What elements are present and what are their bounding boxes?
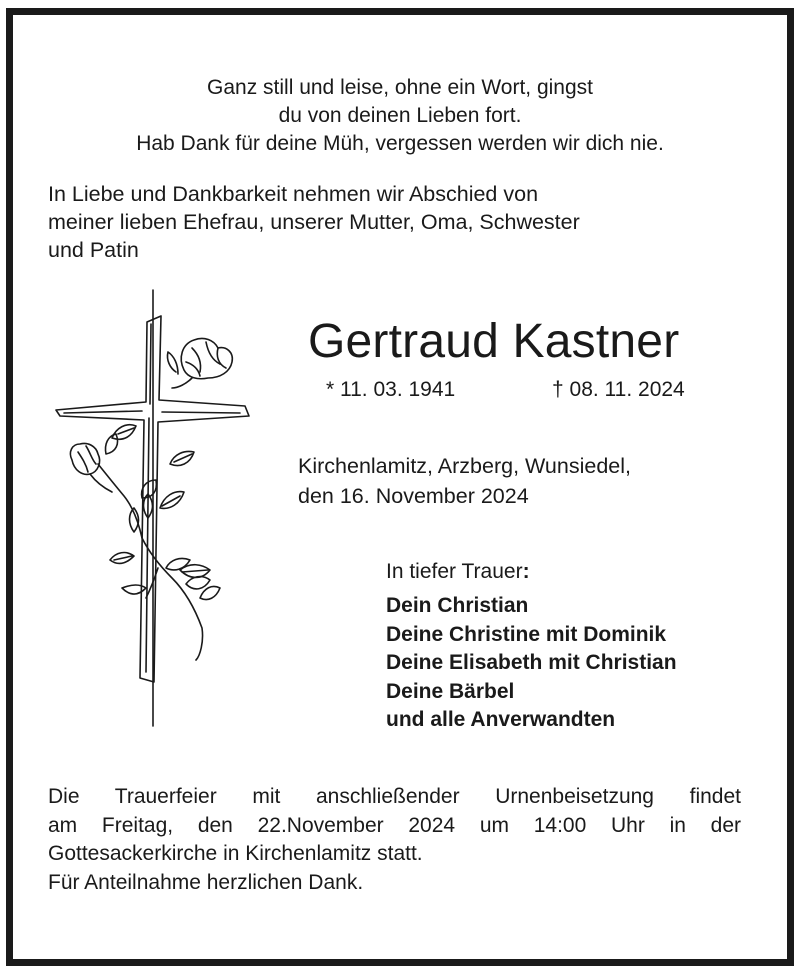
service-line: Gottesackerkirche in Kirchenlamitz statt. [48,842,423,865]
mourner-name: und alle Anverwandten [386,708,616,731]
poem-line: Ganz still und leise, ohne ein Wort, gingst [207,76,593,99]
place-line: Kirchenlamitz, Arzberg, Wunsiedel, [298,454,631,478]
intro-line: In Liebe und Dankbarkeit nehmen wir Abschied von [48,182,539,206]
poem-line: du von deinen Lieben fort. [278,104,522,127]
mourner-name: Deine Elisabeth mit Christian [386,651,677,674]
mourners-heading [386,558,530,586]
poem [0,74,800,158]
intro-line: meiner lieben Ehefrau, unserer Mutter, Oma, Schwester [48,210,580,234]
birth-date: * 11. 03. 1941 [326,378,456,401]
intro-line: und Patin [48,238,139,262]
life-dates [326,376,685,404]
place-and-date [298,451,631,511]
intro-text [48,180,580,264]
thanks-line: Für Anteilnahme herzlichen Dank. [48,870,364,894]
death-date: † 08. 11. 2024 [552,378,685,401]
mourners-heading-colon: : [522,560,530,583]
mourners-heading-text: In tiefer Trauer [386,560,523,583]
deceased-name: Gertraud Kastner [308,315,680,368]
mourner-name: Deine Christine mit Dominik [386,622,667,646]
poem-line: Hab Dank für deine Müh, vergessen werden wir dich nie. [136,132,664,155]
date-line: den 16. November 2024 [298,484,529,508]
service-notice [48,783,741,897]
mourner-name: Deine Bärbel [386,679,515,703]
cross-with-roses-icon [50,288,255,728]
mourners-list [386,592,677,735]
mourner-name: Dein Christian [386,594,529,617]
service-line: am Freitag, den 22.November 2024 um 14:00 Uhr in der [48,813,741,837]
service-line: Die Trauerfeier mit anschließender Urnenbeisetzung findet [48,785,741,808]
